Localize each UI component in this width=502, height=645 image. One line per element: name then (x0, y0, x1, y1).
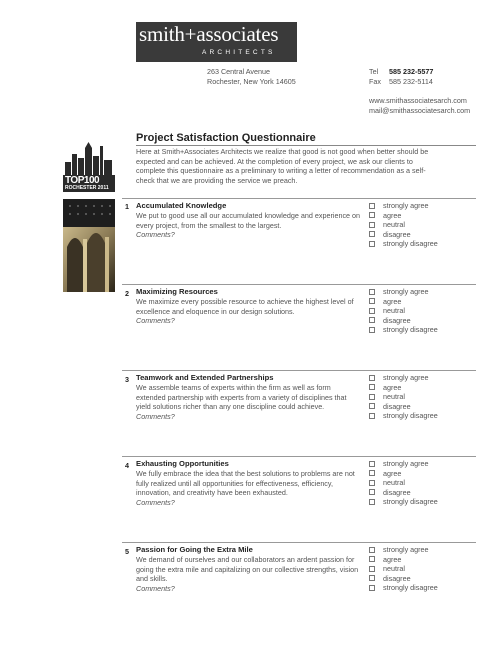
badge-top100: TOP100 (65, 175, 100, 186)
section-4-divider (122, 456, 476, 457)
section-1-divider (122, 198, 476, 199)
section-5-divider (122, 542, 476, 543)
option-strongly-disagree[interactable]: strongly disagree (369, 325, 438, 335)
section-4-text: We fully embrace the idea that the best solutions to problems are not fully realized until all opportunities for effectiveness, efficiency, innovation, and creativity have been exhausted. (136, 469, 355, 498)
checkbox[interactable] (369, 499, 375, 505)
section-3-text: We assemble teams of experts within the firm as well as form extended partnership with experts from a variety of disciplines that yield solutions richer than any one discipline could achieve. (136, 383, 347, 412)
company-logo (136, 22, 297, 62)
checkbox[interactable] (369, 585, 375, 591)
option-strongly-disagree[interactable]: strongly disagree (369, 583, 438, 593)
section-4-options (369, 459, 438, 507)
section-4-heading: Exhausting Opportunities (136, 459, 229, 468)
option-neutral[interactable]: neutral (369, 564, 438, 574)
section-4-comment: Comments? (136, 497, 175, 507)
option-neutral[interactable]: neutral (369, 392, 438, 402)
checkbox[interactable] (369, 470, 375, 476)
section-3-divider (122, 370, 476, 371)
checkbox[interactable] (369, 489, 375, 495)
section-2-divider (122, 284, 476, 285)
option-disagree[interactable]: disagree (369, 488, 438, 498)
checkbox[interactable] (369, 241, 375, 247)
checkbox[interactable] (369, 394, 375, 400)
option-agree[interactable]: agree (369, 211, 438, 221)
checkbox[interactable] (369, 413, 375, 419)
section-4-number: 4 (125, 461, 129, 470)
address-line-2: Rochester, New York 14605 (207, 77, 296, 86)
option-neutral[interactable]: neutral (369, 478, 438, 488)
checkbox[interactable] (369, 308, 375, 314)
section-4-body (136, 469, 361, 507)
checkbox[interactable] (369, 461, 375, 467)
website: www.smithassociatesarch.com (369, 96, 467, 105)
section-3-number: 3 (125, 375, 129, 384)
checkbox[interactable] (369, 203, 375, 209)
section-1-options (369, 201, 438, 249)
option-strongly-agree[interactable]: strongly agree (369, 201, 438, 211)
option-strongly-agree[interactable]: strongly agree (369, 459, 438, 469)
section-2-body (136, 297, 361, 326)
checkbox[interactable] (369, 327, 375, 333)
checkbox[interactable] (369, 556, 375, 562)
section-1-comment: Comments? (136, 230, 175, 240)
option-agree[interactable]: agree (369, 383, 438, 393)
building-photo (63, 199, 115, 292)
logo-sub-text: ARCHITECTS (202, 49, 276, 56)
section-1-text: We put to good use all our accumulated knowledge and experience on every project, from the smallest to the largest. (136, 211, 361, 230)
option-agree[interactable]: agree (369, 297, 438, 307)
checkbox[interactable] (369, 480, 375, 486)
section-3-options (369, 373, 438, 421)
option-strongly-agree[interactable]: strongly agree (369, 287, 438, 297)
checkbox[interactable] (369, 575, 375, 581)
section-2-comment: Comments? (136, 316, 175, 326)
checkbox[interactable] (369, 384, 375, 390)
option-disagree[interactable]: disagree (369, 316, 438, 326)
checkbox[interactable] (369, 289, 375, 295)
option-strongly-disagree[interactable]: strongly disagree (369, 239, 438, 249)
section-3-heading: Teamwork and Extended Partnerships (136, 373, 274, 382)
logo-main-text: smith+associates (139, 22, 279, 46)
intro-text: Here at Smith+Associates Architects we realize that good is not good when better should be expected and can be achieved. At the completion of every project, we ask our clients to complete this questionnaire as a preliminary to writing a letter of recommendation as a self-check that we are providing the service we preach. (136, 147, 429, 185)
option-strongly-agree[interactable]: strongly agree (369, 373, 438, 383)
section-1-heading: Accumulated Knowledge (136, 201, 227, 210)
title-divider (136, 145, 476, 146)
option-agree[interactable]: agree (369, 469, 438, 479)
option-agree[interactable]: agree (369, 555, 438, 565)
page-title: Project Satisfaction Questionnaire (136, 132, 316, 144)
option-disagree[interactable]: disagree (369, 230, 438, 240)
option-strongly-disagree[interactable]: strongly disagree (369, 411, 438, 421)
tel-number: 585 232-5577 (389, 67, 434, 76)
option-neutral[interactable]: neutral (369, 220, 438, 230)
section-3-body (136, 383, 361, 421)
badge-line: ROCHESTER 2011 (65, 185, 109, 191)
section-1-body (136, 211, 361, 240)
section-2-number: 2 (125, 289, 129, 298)
section-5-text: We demand of ourselves and our collaborators an ardent passion for going the extra mile and capitalizing on our collective strengths, vision and skills. (136, 555, 359, 584)
option-strongly-agree[interactable]: strongly agree (369, 545, 438, 555)
address-line-1: 263 Central Avenue (207, 67, 271, 76)
fax-number: 585 232-5114 (389, 77, 433, 86)
fax-label: Fax (369, 77, 381, 86)
checkbox[interactable] (369, 566, 375, 572)
section-2-text: We maximize every possible resource to achieve the highest level of excellence and eloquence in our design solutions. (136, 297, 354, 316)
section-1-number: 1 (125, 202, 129, 211)
email: mail@smithassociatesarch.com (369, 106, 471, 115)
section-3-comment: Comments? (136, 411, 175, 421)
section-5-comment: Comments? (136, 583, 175, 593)
checkbox[interactable] (369, 317, 375, 323)
checkbox[interactable] (369, 547, 375, 553)
checkbox[interactable] (369, 298, 375, 304)
option-neutral[interactable]: neutral (369, 306, 438, 316)
section-5-options (369, 545, 438, 593)
option-disagree[interactable]: disagree (369, 402, 438, 412)
section-5-body (136, 555, 361, 593)
tel-label: Tel (369, 67, 379, 76)
section-5-number: 5 (125, 547, 129, 556)
checkbox[interactable] (369, 222, 375, 228)
section-5-heading: Passion for Going the Extra Mile (136, 545, 253, 554)
section-2-heading: Maximizing Resources (136, 287, 218, 296)
checkbox[interactable] (369, 403, 375, 409)
checkbox[interactable] (369, 231, 375, 237)
checkbox[interactable] (369, 212, 375, 218)
option-strongly-disagree[interactable]: strongly disagree (369, 497, 438, 507)
option-disagree[interactable]: disagree (369, 574, 438, 584)
section-2-options (369, 287, 438, 335)
top100-badge (63, 142, 115, 192)
checkbox[interactable] (369, 375, 375, 381)
